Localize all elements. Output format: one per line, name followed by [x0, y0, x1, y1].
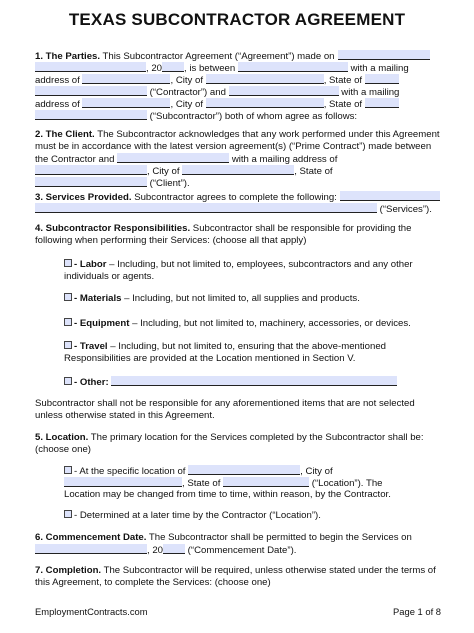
location-city-field[interactable]: [64, 477, 182, 487]
labor-option-line-2: individuals or agents.: [64, 271, 155, 282]
services-field[interactable]: [340, 191, 440, 201]
commencement-date-field[interactable]: [35, 544, 147, 554]
materials-option: - Materials – Including, but not limited to, all supplies and products.: [64, 293, 469, 305]
location-option-line-2: , State of (“Location”). The: [64, 477, 469, 490]
parties-line-1: 1. The Parties. This Subcontractor Agreement (“Agreement”) made on: [35, 50, 440, 63]
other-option: - Other:: [64, 376, 469, 389]
agreement-day-field[interactable]: [35, 62, 146, 72]
materials-checkbox[interactable]: [64, 293, 72, 301]
responsibilities-note-1: Subcontractor shall not be responsible for any aforementioned items that are not selected: [35, 398, 415, 409]
subcontractor-state-field[interactable]: [365, 98, 399, 108]
travel-option: - Travel – Including, but not limited to, ensuring that the above-mentioned: [64, 341, 469, 353]
subcontractor-address-field[interactable]: [82, 98, 170, 108]
contractor-name-field[interactable]: [238, 62, 348, 72]
parties-line-4: (“Contractor”) and with a mailing: [35, 86, 440, 99]
completion-heading: 7. Completion.: [35, 565, 102, 576]
commencement-year-field[interactable]: [163, 544, 185, 554]
completion-line-2: this Agreement, to complete the Services: (choose one): [35, 577, 271, 588]
location-state-field[interactable]: [223, 477, 309, 487]
contractor-address-field[interactable]: [82, 74, 170, 84]
services-line-2: (“Services”).: [35, 203, 440, 216]
parties-line-3: address of , City of , State of: [35, 74, 440, 87]
other-checkbox[interactable]: [64, 377, 72, 385]
location-option-later: - Determined at a later time by the Contractor (“Location”).: [64, 510, 469, 522]
client-line-3: the Contractor and with a mailing address of: [35, 154, 338, 165]
location-line-1: 5. Location. The primary location for the Services completed by the Subcontractor shall be:: [35, 432, 424, 443]
footer-site: EmploymentContracts.com: [35, 606, 148, 617]
client-address-field[interactable]: [35, 165, 147, 175]
labor-checkbox[interactable]: [64, 259, 72, 267]
responsibilities-heading: 4. Subcontractor Responsibilities.: [35, 223, 191, 234]
specific-location-checkbox[interactable]: [64, 466, 72, 474]
client-city-field[interactable]: [182, 165, 294, 175]
later-location-checkbox[interactable]: [64, 510, 72, 518]
services-line-1: 3. Services Provided. Subcontractor agrees to complete the following:: [35, 191, 440, 204]
commencement-line-1: 6. Commencement Date. The Subcontractor shall be permitted to begin the Services on: [35, 532, 412, 543]
subcontractor-city-field[interactable]: [206, 98, 324, 108]
client-state-field[interactable]: [35, 177, 147, 187]
responsibilities-note-2: unless otherwise stated in this Agreement.: [35, 410, 215, 421]
parties-line-2: , 20 , is between with a mailing: [35, 62, 440, 75]
location-option-specific: - At the specific location of , City of: [64, 465, 469, 478]
services-heading: 3. Services Provided.: [35, 192, 132, 203]
contractor-state-field[interactable]: [365, 74, 399, 84]
responsibilities-line-1: 4. Subcontractor Responsibilities. Subcontractor shall be responsible for providing the: [35, 223, 412, 234]
labor-option: - Labor – Including, but not limited to, employees, subcontractors and any other: [64, 259, 469, 271]
services-cont-field[interactable]: [35, 203, 377, 213]
subcontractor-state-cont-field[interactable]: [35, 110, 147, 120]
client-heading: 2. The Client.: [35, 129, 95, 140]
parties-line-5: address of , City of , State of: [35, 98, 440, 111]
agreement-year-field[interactable]: [162, 62, 184, 72]
client-line-2: must be in accordance with the latest version agreement(s) (“Prime Contract”) made between: [35, 141, 432, 152]
subcontractor-name-field[interactable]: [229, 86, 339, 96]
location-option-line-3: Location may be changed from time to time, within reason, by the Contractor.: [64, 489, 391, 500]
commencement-heading: 6. Commencement Date.: [35, 532, 147, 543]
location-address-field[interactable]: [188, 465, 300, 475]
contractor-city-field[interactable]: [206, 74, 324, 84]
client-line-5: (“Client”).: [35, 177, 440, 190]
footer-page-number: Page 1 of 8: [393, 606, 441, 617]
location-heading: 5. Location.: [35, 432, 89, 443]
equipment-checkbox[interactable]: [64, 318, 72, 326]
completion-line-1: 7. Completion. The Subcontractor will be required, unless otherwise stated under the terms of: [35, 565, 436, 576]
responsibilities-line-2: following when performing their Services: (choose all that apply): [35, 235, 307, 246]
contractor-state-cont-field[interactable]: [35, 86, 147, 96]
travel-option-line-2: Responsibilities are provided at the Location mentioned in Section V.: [64, 353, 356, 364]
location-line-2: (choose one): [35, 444, 91, 455]
client-line-1: 2. The Client. The Subcontractor acknowledges that any work performed under this Agreement: [35, 129, 440, 140]
commencement-line-2: , 20 (“Commencement Date”).: [35, 544, 440, 557]
client-line-4: , City of , State of: [35, 165, 440, 178]
travel-checkbox[interactable]: [64, 341, 72, 349]
equipment-option: - Equipment – Including, but not limited to, machinery, accessories, or devices.: [64, 318, 469, 330]
document-title: TEXAS SUBCONTRACTOR AGREEMENT: [68, 10, 406, 29]
client-name-field[interactable]: [117, 153, 229, 163]
agreement-date-field[interactable]: [338, 50, 430, 60]
other-field[interactable]: [111, 376, 397, 386]
parties-line-6: (“Subcontractor”) both of whom agree as follows:: [35, 110, 440, 123]
parties-heading: 1. The Parties.: [35, 51, 101, 62]
